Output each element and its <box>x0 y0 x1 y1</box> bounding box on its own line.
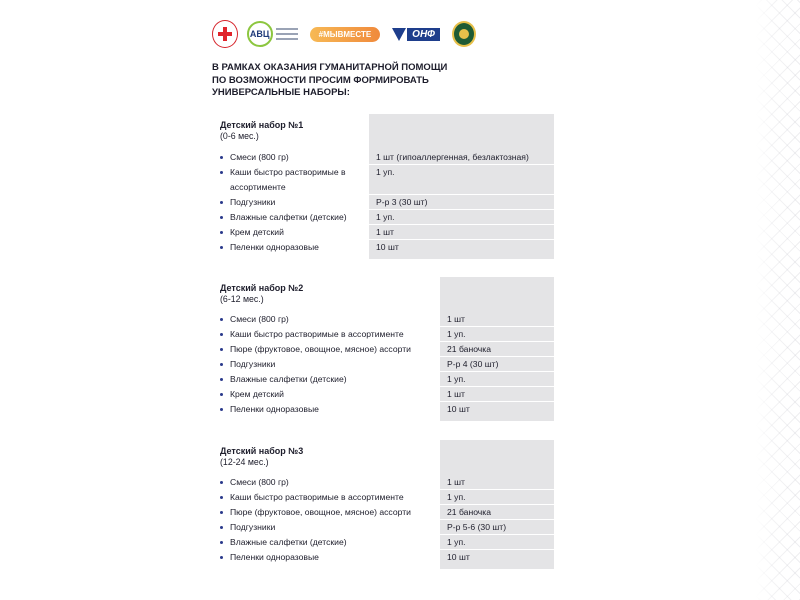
bullet-icon <box>220 171 223 174</box>
kit-item-qty: 21 баночка <box>440 505 554 520</box>
kit-item-name: Пюре (фруктовое, овощное, мясное) ассорти <box>230 507 411 517</box>
kit-item-qty: Р-р 4 (30 шт) <box>440 357 554 372</box>
kit-item-row <box>212 327 554 342</box>
kit-item-name: Подгузники <box>230 359 276 369</box>
intro-line: УНИВЕРСАЛЬНЫЕ НАБОРЫ: <box>212 87 350 98</box>
kit-item-qty: 1 шт <box>440 475 554 490</box>
kit-header-fill <box>440 277 554 312</box>
kit-item <box>212 402 440 422</box>
kit-item-qty: 1 шт <box>369 225 554 240</box>
kit-item-row <box>212 357 554 372</box>
kit-item-row <box>212 150 554 165</box>
bullet-icon <box>220 556 223 559</box>
bullet-icon <box>220 156 223 159</box>
bullet-icon <box>220 246 223 249</box>
kit-item-row <box>212 402 554 422</box>
kit-card-header <box>212 440 554 475</box>
kit-item-row <box>212 210 554 225</box>
kit-item-name: Каши быстро растворимые в ассортименте <box>230 492 404 502</box>
kit-item <box>212 357 440 372</box>
kit-item <box>212 475 440 490</box>
kit-title: Детский набор №3 <box>220 446 304 456</box>
kit-item-qty: 21 баночка <box>440 342 554 357</box>
kit-title: Детский набор №1 <box>220 120 304 130</box>
kit-item-name: Смеси (800 гр) <box>230 152 289 162</box>
kit-item-qty: 1 уп. <box>440 490 554 505</box>
kit-items <box>212 150 554 260</box>
kit-item-name: Смеси (800 гр) <box>230 314 289 324</box>
kit-item-name: Крем детский <box>230 389 284 399</box>
intro-line: В РАМКАХ ОКАЗАНИЯ ГУМАНИТАРНОЙ ПОМОЩИ <box>212 62 448 73</box>
kit-item-qty: 10 шт <box>369 240 554 260</box>
kit-item-name: Каши быстро растворимые в ассортименте <box>230 167 346 192</box>
kit-item-row <box>212 535 554 550</box>
kit-item-name: Пеленки одноразовые <box>230 242 319 252</box>
kit-item-name: Крем детский <box>230 227 284 237</box>
kit-item-row <box>212 195 554 210</box>
kit-item-name: Пеленки одноразовые <box>230 552 319 562</box>
bullet-icon <box>220 216 223 219</box>
kit-item <box>212 505 440 520</box>
kit-item-row <box>212 490 554 505</box>
kit-item <box>212 225 369 240</box>
kit-card-3 <box>212 440 554 570</box>
kit-item <box>212 490 440 505</box>
kit-item-qty: 1 шт (гипоаллергенная, безлактозная) <box>369 150 554 165</box>
kit-item-name: Пеленки одноразовые <box>230 404 319 414</box>
kit-item <box>212 195 369 210</box>
kit-item-row <box>212 550 554 570</box>
kit-item <box>212 150 369 165</box>
kit-item <box>212 372 440 387</box>
kit-item-qty: 1 уп. <box>440 535 554 550</box>
bullet-icon <box>220 541 223 544</box>
kit-card-header <box>212 114 554 150</box>
kit-item-qty: Р-р 3 (30 шт) <box>369 195 554 210</box>
red-cross-logo <box>212 20 238 48</box>
bullet-icon <box>220 511 223 514</box>
onf-logo-text: ОНФ <box>407 28 440 41</box>
bullet-icon <box>220 393 223 396</box>
kit-item <box>212 550 440 570</box>
avc-logo-mark: АВЦ <box>247 21 273 47</box>
bullet-icon <box>220 201 223 204</box>
kit-header-fill <box>440 440 554 475</box>
kit-title: Детский набор №2 <box>220 283 304 293</box>
kit-item-name: Каши быстро растворимые в ассортименте <box>230 329 404 339</box>
cross-icon <box>218 27 232 41</box>
kit-item-row <box>212 520 554 535</box>
kit-item <box>212 327 440 342</box>
intro-line: ПО ВОЗМОЖНОСТИ ПРОСИМ ФОРМИРОВАТЬ <box>212 74 429 86</box>
emblem-logo <box>452 21 476 47</box>
mv-logo: #МЫВМЕСТЕ <box>310 27 381 42</box>
kit-item-qty: 1 шт <box>440 312 554 327</box>
kit-item-name: Влажные салфетки (детские) <box>230 537 347 547</box>
kit-item-qty: 1 уп. <box>369 165 554 195</box>
intro-heading <box>212 62 512 100</box>
kit-title-block <box>212 114 369 150</box>
bullet-icon <box>220 231 223 234</box>
kit-card-2 <box>212 277 554 422</box>
onf-check-icon <box>392 28 406 41</box>
kit-header-fill <box>369 114 554 150</box>
bullet-icon <box>220 408 223 411</box>
bullet-icon <box>220 318 223 321</box>
kit-item-qty: 1 шт <box>440 387 554 402</box>
bullet-icon <box>220 333 223 336</box>
kit-item <box>212 240 369 260</box>
bullet-icon <box>220 378 223 381</box>
kit-item-row <box>212 240 554 260</box>
kit-item <box>212 387 440 402</box>
kit-item-qty: 10 шт <box>440 550 554 570</box>
kit-item-row <box>212 342 554 357</box>
kit-item-row <box>212 387 554 402</box>
kit-item-qty: 10 шт <box>440 402 554 422</box>
kit-card-header <box>212 277 554 312</box>
kit-age: (12-24 мес.) <box>220 457 269 467</box>
kit-age: (6-12 мес.) <box>220 294 264 304</box>
kit-item-row <box>212 165 554 195</box>
avc-logo <box>247 21 298 47</box>
kit-item <box>212 342 440 357</box>
kit-item-name: Подгузники <box>230 197 276 207</box>
kit-age: (0-6 мес.) <box>220 131 259 141</box>
kit-item <box>212 312 440 327</box>
kit-item-qty: 1 уп. <box>440 327 554 342</box>
kit-item-name: Влажные салфетки (детские) <box>230 374 347 384</box>
partner-logos <box>212 20 476 48</box>
bullet-icon <box>220 526 223 529</box>
kit-item-qty: Р-р 5-6 (30 шт) <box>440 520 554 535</box>
kit-item-row <box>212 312 554 327</box>
kit-item <box>212 535 440 550</box>
kit-item <box>212 520 440 535</box>
kit-item-row <box>212 505 554 520</box>
bullet-icon <box>220 481 223 484</box>
kit-item-name: Влажные салфетки (детские) <box>230 212 347 222</box>
pattern-fade <box>588 0 800 600</box>
kit-item-name: Подгузники <box>230 522 276 532</box>
kit-item-qty: 1 уп. <box>369 210 554 225</box>
kit-title-block <box>212 277 440 312</box>
kit-item-row <box>212 372 554 387</box>
onf-logo <box>392 28 440 41</box>
kit-item-row <box>212 225 554 240</box>
kit-card-1 <box>212 114 554 260</box>
kit-item-row <box>212 475 554 490</box>
kit-item-qty: 1 уп. <box>440 372 554 387</box>
emblem-icon <box>459 29 469 39</box>
kit-item <box>212 165 369 195</box>
bullet-icon <box>220 496 223 499</box>
kit-item <box>212 210 369 225</box>
avc-logo-lines <box>276 25 298 43</box>
bullet-icon <box>220 363 223 366</box>
bullet-icon <box>220 348 223 351</box>
kit-item-name: Смеси (800 гр) <box>230 477 289 487</box>
kit-item-name: Пюре (фруктовое, овощное, мясное) ассорти <box>230 344 411 354</box>
kit-title-block <box>212 440 440 475</box>
kit-items <box>212 475 554 570</box>
kit-items <box>212 312 554 422</box>
